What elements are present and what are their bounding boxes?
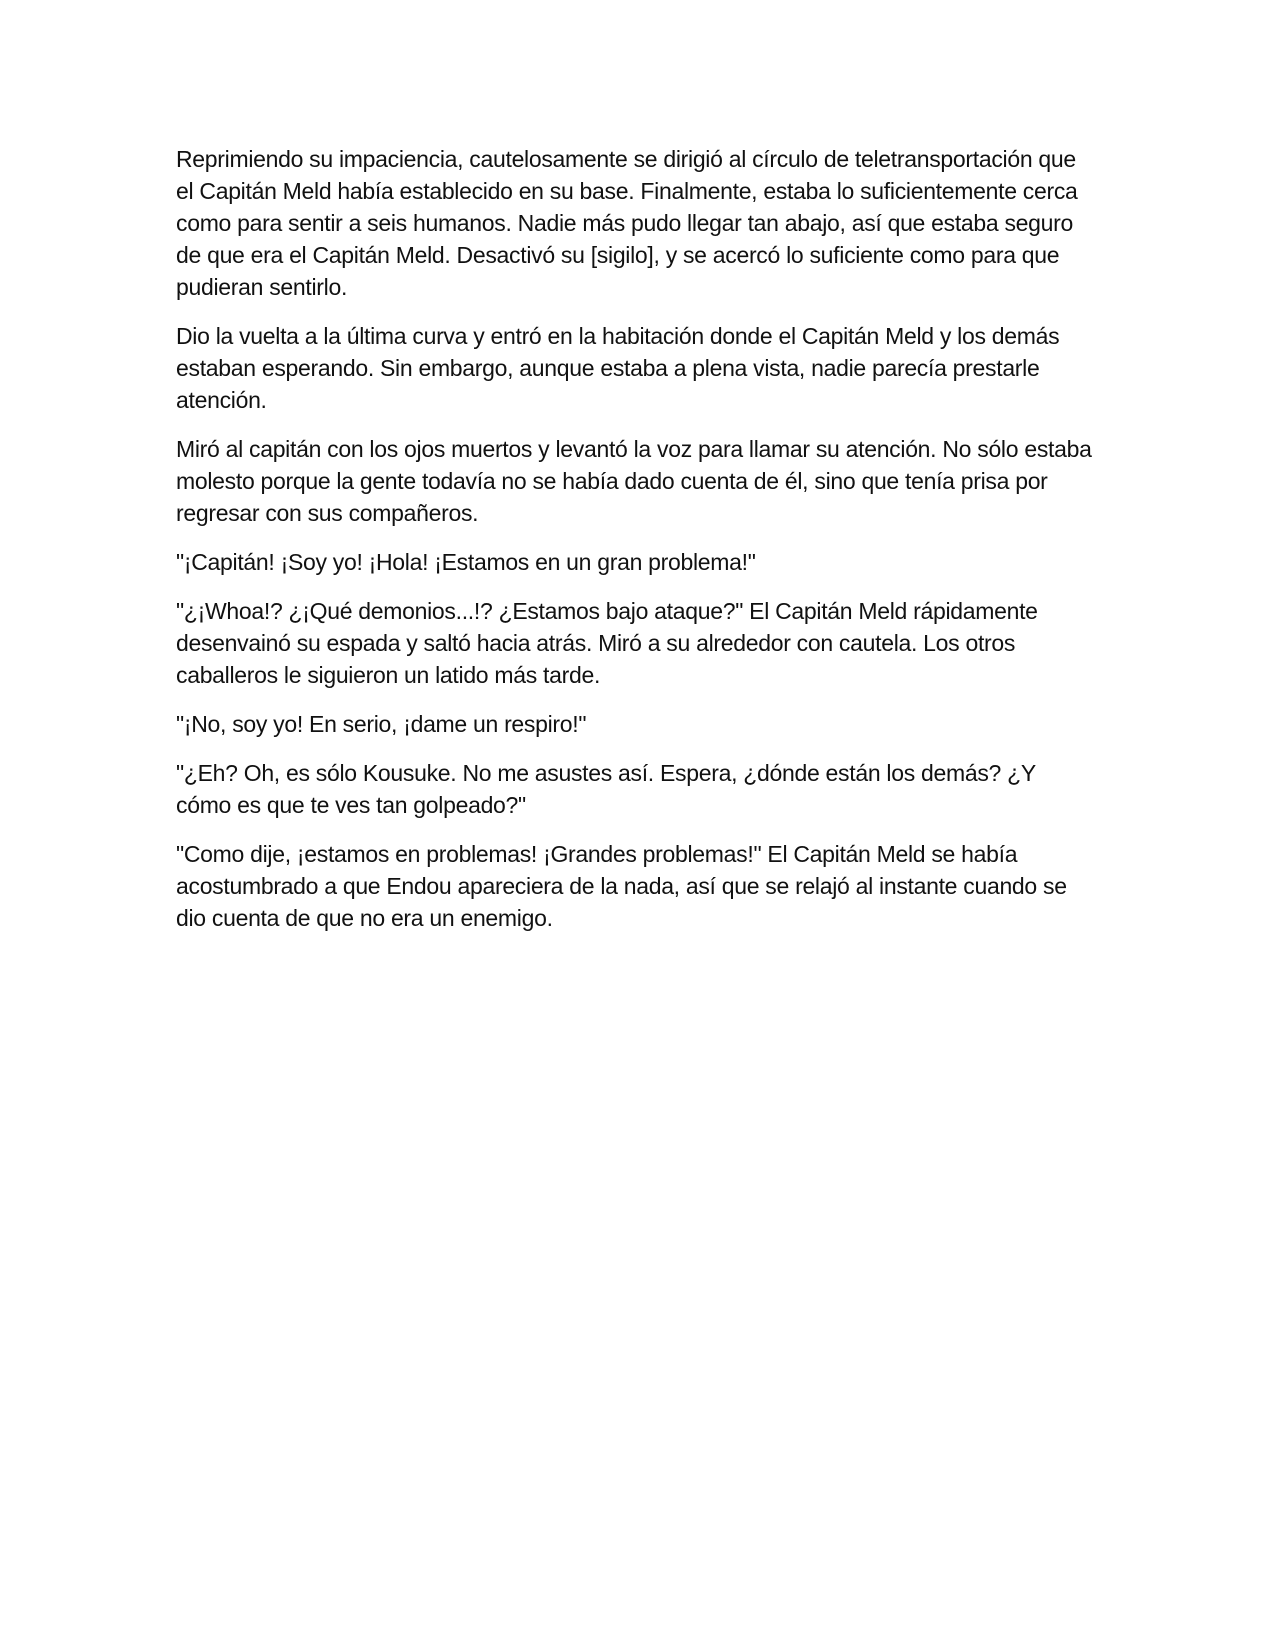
paragraph-1: Reprimiendo su impaciencia, cautelosamente se dirigió al círculo de teletransportación que el Capitán Meld había establecido en su base. Finalmente, estaba lo suficientemente cerca como para sentir a seis humanos. Nadie más pudo llegar tan abajo, así que estaba seguro de que era el Capitán Meld. Desactivó su [sigilo], y se acercó lo suficiente como para que pudieran sentirlo. bbox=[176, 146, 1078, 300]
paragraph-4: "¡Capitán! ¡Soy yo! ¡Hola! ¡Estamos en un gran problema!" bbox=[176, 549, 756, 575]
paragraph-3: Miró al capitán con los ojos muertos y levantó la voz para llamar su atención. No sólo estaba molesto porque la gente todavía no se había dado cuenta de él, sino que tenía prisa por regresar con sus compañeros. bbox=[176, 436, 1092, 526]
paragraph-7: "¿Eh? Oh, es sólo Kousuke. No me asustes así. Espera, ¿dónde están los demás? ¿Y cómo es que te ves tan golpeado?" bbox=[176, 760, 1036, 818]
paragraph-6: "¡No, soy yo! En serio, ¡dame un respiro!" bbox=[176, 711, 587, 737]
paragraph-8: "Como dije, ¡estamos en problemas! ¡Grandes problemas!" El Capitán Meld se había acostumbrado a que Endou apareciera de la nada, así que se relajó al instante cuando se dio cuenta de que no era un enemigo. bbox=[176, 841, 1067, 931]
paragraph-5: "¿¡Whoa!? ¿¡Qué demonios...!? ¿Estamos bajo ataque?" El Capitán Meld rápidamente desenvainó su espada y saltó hacia atrás. Miró a su alrededor con cautela. Los otros caballeros le siguieron un latido más tarde. bbox=[176, 598, 1038, 688]
paragraph-2: Dio la vuelta a la última curva y entró en la habitación donde el Capitán Meld y los demás estaban esperando. Sin embargo, aunque estaba a plena vista, nadie parecía prestarle atención. bbox=[176, 323, 1060, 413]
document-body bbox=[176, 143, 1094, 951]
